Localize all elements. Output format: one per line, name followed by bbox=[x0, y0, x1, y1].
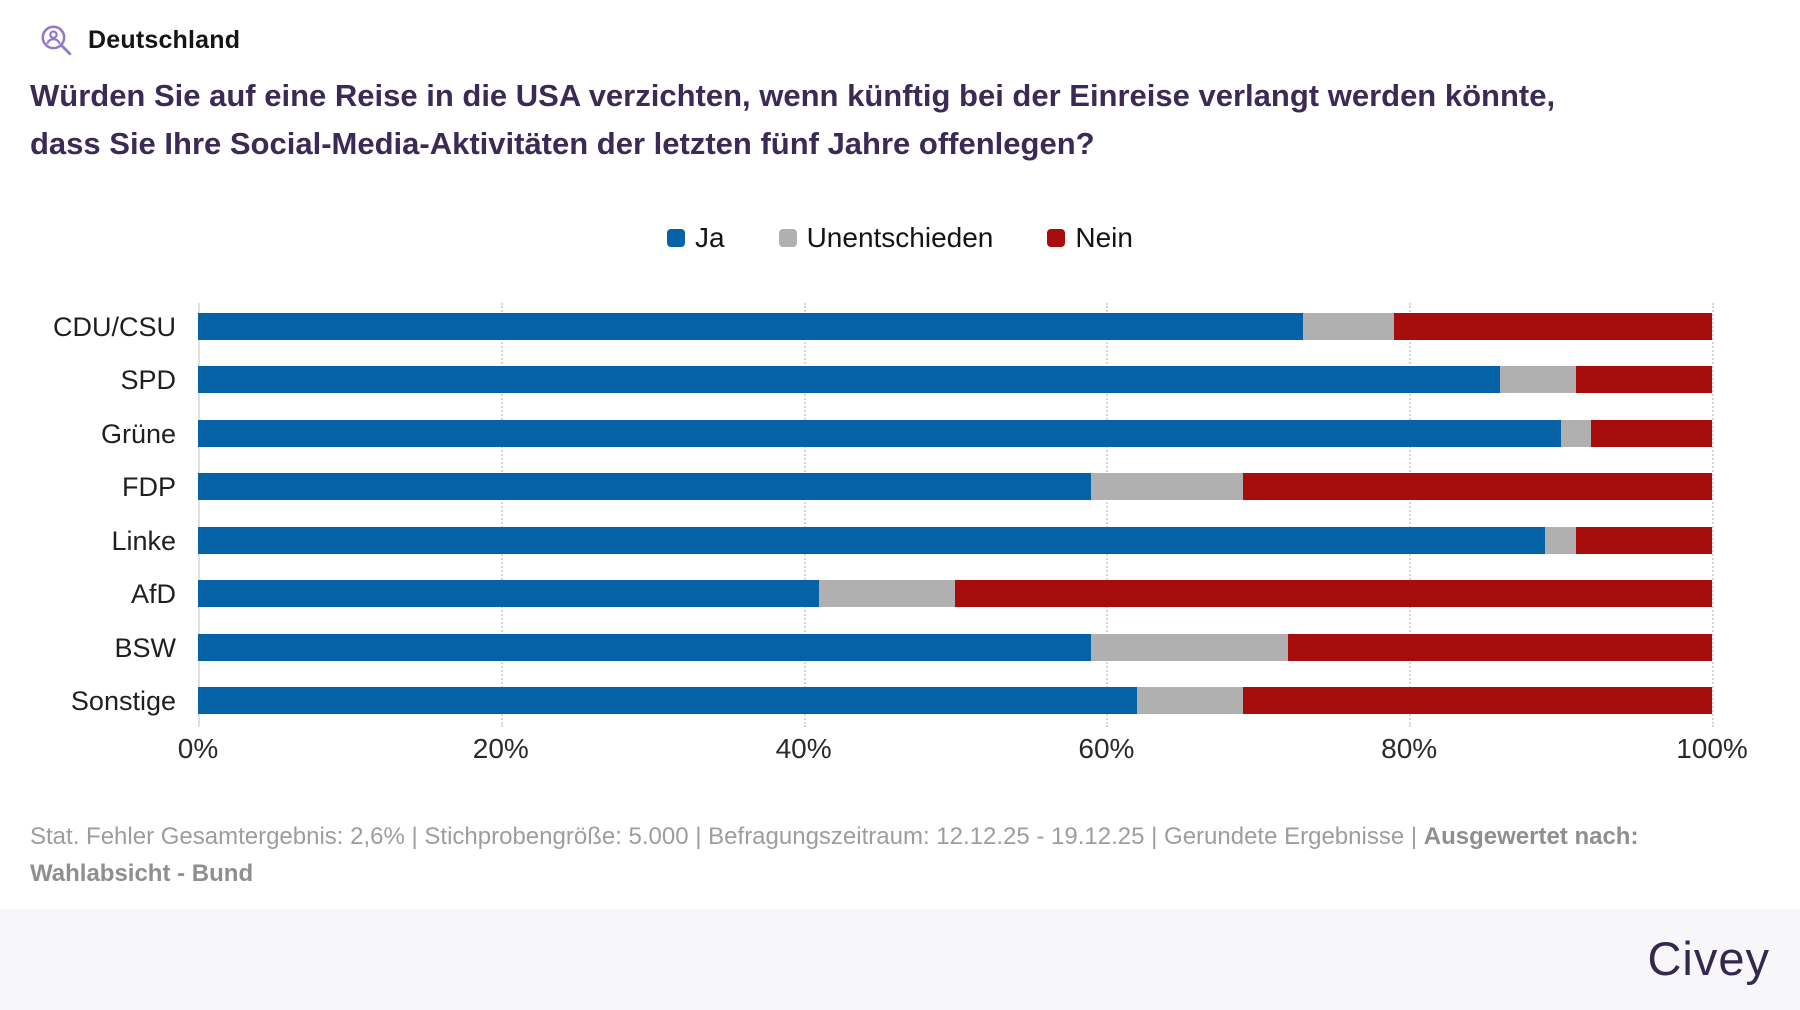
bar-segment-ja[interactable] bbox=[198, 687, 1137, 714]
bar-segment-nein[interactable] bbox=[1394, 313, 1712, 340]
bar-segment-unentschieden[interactable] bbox=[1561, 420, 1591, 447]
bar-segment-ja[interactable] bbox=[198, 366, 1500, 393]
legend-label: Ja bbox=[695, 222, 725, 253]
legend-swatch bbox=[1047, 229, 1065, 247]
brand-band bbox=[0, 909, 1800, 1010]
bar-segment-unentschieden[interactable] bbox=[1091, 634, 1288, 661]
methodology-footnote bbox=[30, 818, 1782, 892]
x-tick-label: 80% bbox=[1381, 733, 1438, 764]
bar-segment-ja[interactable] bbox=[198, 634, 1091, 661]
bar-row-cdu-csu bbox=[0, 313, 1745, 340]
category-label: BSW bbox=[114, 632, 176, 663]
legend-item-nein[interactable] bbox=[1047, 222, 1133, 254]
bar-segment-nein[interactable] bbox=[1591, 420, 1712, 447]
bar-segment-nein[interactable] bbox=[1576, 366, 1712, 393]
bar-segment-ja[interactable] bbox=[198, 580, 819, 607]
bar-row-sonstige bbox=[0, 687, 1745, 714]
bar-segment-unentschieden[interactable] bbox=[1303, 313, 1394, 340]
footnote-regular: Stat. Fehler Gesamtergebnis: 2,6% | Stichprobengröße: 5.000 | Befragungszeitraum: 12.12.25 - 19.12.25 | Gerundete Ergebnisse | bbox=[30, 823, 1424, 850]
bar-segment-nein[interactable] bbox=[1576, 527, 1712, 554]
bar-segment-unentschieden[interactable] bbox=[1137, 687, 1243, 714]
bar-segment-unentschieden[interactable] bbox=[1545, 527, 1575, 554]
legend-label: Unentschieden bbox=[806, 222, 994, 253]
x-tick-label: 20% bbox=[472, 733, 529, 764]
category-label: CDU/CSU bbox=[52, 312, 176, 342]
x-tick-label: 40% bbox=[775, 733, 832, 764]
bar-row-fdp bbox=[0, 472, 1745, 503]
category-label: Linke bbox=[111, 525, 176, 556]
civey-logo[interactable]: Civey bbox=[1647, 932, 1770, 985]
x-tick-label: 100% bbox=[1676, 733, 1748, 764]
bar-row-spd bbox=[0, 365, 1745, 396]
legend-item-unentschieden[interactable] bbox=[779, 222, 994, 254]
bar-segment-nein[interactable] bbox=[1288, 634, 1712, 661]
legend-label: Nein bbox=[1075, 222, 1133, 253]
poll-question: Würden Sie auf eine Reise in die USA verzichten, wenn künftig bei der Einreise verlangt werden könnte, dass Sie Ihre Social-Media-Aktivitäten der letzten fünf Jahre offenlegen? bbox=[30, 78, 1556, 162]
x-tick-label: 0% bbox=[177, 733, 219, 764]
bar-track bbox=[198, 580, 1712, 607]
region-header bbox=[38, 22, 240, 58]
category-label: Sonstige bbox=[70, 686, 176, 716]
bar-row-bsw bbox=[0, 634, 1745, 661]
category-label: SPD bbox=[120, 365, 176, 396]
bar-track bbox=[198, 473, 1712, 500]
bar-track bbox=[198, 313, 1712, 340]
bar-track bbox=[198, 687, 1712, 714]
bar-segment-nein[interactable] bbox=[955, 580, 1712, 607]
footnote-bold: Ausgewertet nach: Wahlabsicht - Bund bbox=[30, 823, 1639, 888]
category-label: AfD bbox=[130, 579, 176, 610]
bar-row-grüne bbox=[0, 420, 1745, 447]
person-magnifier-icon bbox=[38, 22, 74, 58]
bar-row-afd bbox=[0, 579, 1745, 610]
bar-segment-nein[interactable] bbox=[1243, 473, 1712, 500]
bar-segment-unentschieden[interactable] bbox=[1500, 366, 1576, 393]
x-tick-label: 60% bbox=[1078, 733, 1135, 764]
category-label: FDP bbox=[122, 472, 176, 503]
bar-row-linke bbox=[0, 527, 1745, 554]
bar-track bbox=[198, 420, 1712, 447]
bar-track bbox=[198, 527, 1712, 554]
legend-swatch bbox=[779, 229, 797, 247]
bar-segment-ja[interactable] bbox=[198, 473, 1091, 500]
stacked-bar-chart bbox=[0, 303, 1748, 783]
region-label: Deutschland bbox=[88, 25, 241, 54]
legend-item-ja[interactable] bbox=[667, 222, 725, 254]
bar-segment-unentschieden[interactable] bbox=[1091, 473, 1242, 500]
legend-swatch bbox=[667, 229, 685, 247]
bar-segment-ja[interactable] bbox=[198, 527, 1545, 554]
category-label: Grüne bbox=[100, 418, 176, 449]
bar-segment-unentschieden[interactable] bbox=[819, 580, 955, 607]
bar-segment-nein[interactable] bbox=[1243, 687, 1712, 714]
bar-track bbox=[198, 634, 1712, 661]
bar-segment-ja[interactable] bbox=[198, 420, 1561, 447]
legend bbox=[0, 222, 1800, 254]
bar-track bbox=[198, 366, 1712, 393]
bar-segment-ja[interactable] bbox=[198, 313, 1303, 340]
